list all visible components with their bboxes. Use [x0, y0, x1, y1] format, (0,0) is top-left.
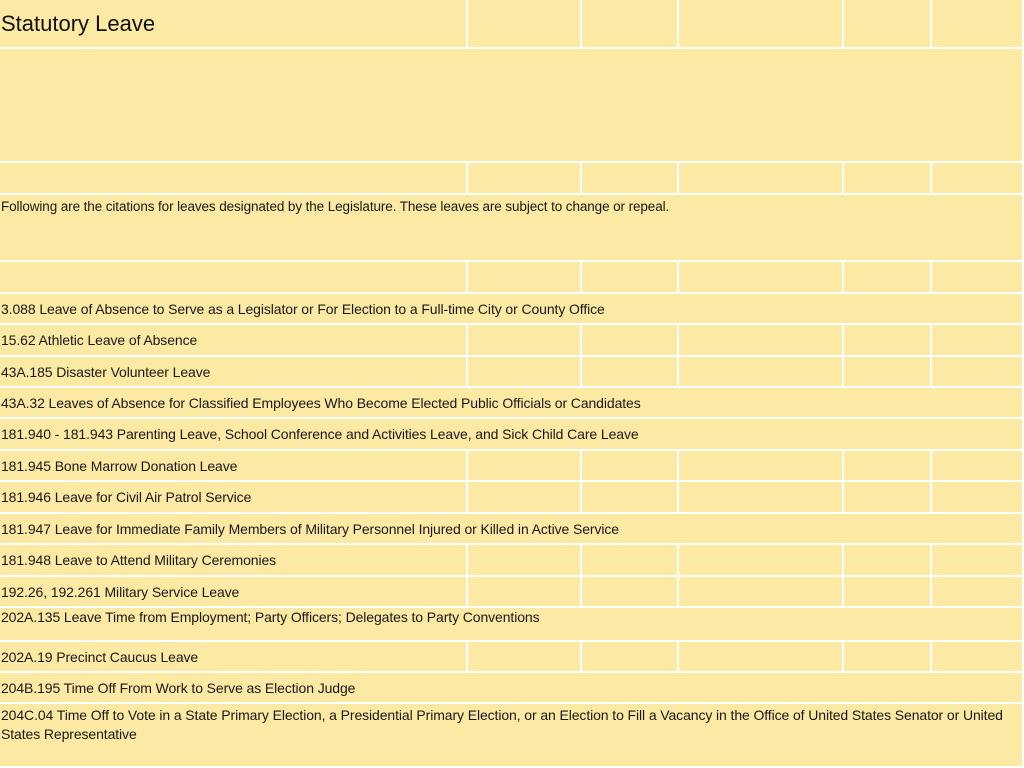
leave-row — [0, 451, 1024, 482]
grid-cell[interactable] — [0, 482, 468, 514]
grid-cell[interactable] — [582, 642, 679, 673]
grid-cell[interactable] — [582, 357, 679, 388]
grid-cell[interactable] — [468, 262, 582, 294]
grid-cell[interactable] — [932, 357, 1024, 388]
leave-row — [0, 294, 1024, 325]
grid-cell[interactable] — [679, 325, 844, 357]
leave-citation: 181.946 Leave for Civil Air Patrol Service — [1, 489, 252, 505]
grid-cell[interactable] — [582, 451, 679, 482]
grid-cell[interactable] — [0, 642, 468, 673]
grid-cell[interactable] — [844, 545, 932, 577]
grid-cell[interactable] — [844, 325, 932, 357]
grid-cell[interactable] — [679, 577, 844, 608]
grid-cell[interactable] — [468, 0, 582, 49]
grid-cell[interactable] — [582, 482, 679, 514]
grid-cell[interactable] — [0, 163, 468, 195]
grid-cell[interactable] — [0, 577, 468, 608]
grid-cell[interactable] — [932, 577, 1024, 608]
grid-cell[interactable] — [0, 195, 1024, 262]
grid-cell[interactable] — [0, 294, 1024, 325]
grid-cell[interactable] — [0, 325, 468, 357]
grid-cell[interactable] — [0, 49, 1024, 163]
leave-citation: 15.62 Athletic Leave of Absence — [1, 332, 198, 348]
leave-citation: 204C.04 Time Off to Vote in a State Primary Election, a Presidential Primary Election, or an Election to Fill a Vacancy in the Office of United States Senator or United States Representative — [1, 707, 1003, 742]
leave-row — [0, 673, 1024, 704]
leave-row — [0, 388, 1024, 419]
grid-cell[interactable] — [468, 163, 582, 195]
grid-cell[interactable] — [932, 163, 1024, 195]
leave-citation: 3.088 Leave of Absence to Serve as a Legislator or For Election to a Full-time City or County Office — [1, 300, 605, 317]
grid-cell[interactable] — [582, 0, 679, 49]
grid-cell[interactable] — [0, 608, 1024, 642]
leave-row — [0, 325, 1024, 357]
grid-cell[interactable] — [932, 451, 1024, 482]
grid-cell[interactable] — [582, 545, 679, 577]
grid-cell[interactable] — [932, 262, 1024, 294]
grid-cell[interactable] — [679, 642, 844, 673]
grid-cell[interactable] — [844, 642, 932, 673]
grid-cell[interactable] — [0, 0, 468, 49]
grid-cell[interactable] — [679, 0, 844, 49]
intro-row — [0, 195, 1024, 262]
grid-cell[interactable] — [844, 451, 932, 482]
grid-cell[interactable] — [0, 451, 468, 482]
grid-cell[interactable] — [0, 545, 468, 577]
sheet-title: Statutory Leave — [1, 10, 156, 36]
leave-row — [0, 704, 1024, 768]
grid-cell[interactable] — [932, 642, 1024, 673]
leave-row — [0, 357, 1024, 388]
grid-cell[interactable] — [582, 577, 679, 608]
leave-citation: 202A.19 Precinct Caucus Leave — [1, 648, 199, 665]
grid-cell[interactable] — [468, 545, 582, 577]
grid-cell[interactable] — [844, 262, 932, 294]
grid-cell[interactable] — [468, 325, 582, 357]
leave-row — [0, 545, 1024, 577]
grid-cell[interactable] — [0, 357, 468, 388]
grid-cell[interactable] — [679, 482, 844, 514]
empty-row — [0, 262, 1024, 294]
grid-cell[interactable] — [468, 451, 582, 482]
grid-cell[interactable] — [932, 0, 1024, 49]
leave-citation: 202A.135 Leave Time from Employment; Party Officers; Delegates to Party Conventions — [1, 609, 540, 625]
intro-text: Following are the citations for leaves designated by the Legislature. These leaves are subject to change or repeal. — [1, 199, 670, 214]
grid-cell[interactable] — [468, 357, 582, 388]
empty-row — [0, 163, 1024, 195]
grid-cell[interactable] — [679, 357, 844, 388]
grid-cell[interactable] — [0, 388, 1024, 419]
leave-citation: 181.945 Bone Marrow Donation Leave — [1, 457, 238, 474]
grid-cell[interactable] — [932, 545, 1024, 577]
leave-row — [0, 608, 1024, 642]
grid-cell[interactable] — [679, 163, 844, 195]
grid-cell[interactable] — [844, 0, 932, 49]
leave-citation: 43A.185 Disaster Volunteer Leave — [1, 363, 211, 380]
leave-row — [0, 419, 1024, 451]
grid-cell[interactable] — [679, 451, 844, 482]
grid-cell[interactable] — [0, 514, 1024, 545]
spacer-row — [0, 49, 1024, 163]
grid-cell[interactable] — [844, 357, 932, 388]
grid-cell[interactable] — [679, 262, 844, 294]
title-row — [0, 0, 1024, 49]
grid-cell[interactable] — [582, 163, 679, 195]
grid-cell[interactable] — [468, 577, 582, 608]
grid-cell[interactable] — [679, 545, 844, 577]
grid-cell[interactable] — [0, 419, 1024, 451]
grid-cell[interactable] — [468, 642, 582, 673]
grid-cell[interactable] — [582, 262, 679, 294]
leave-row — [0, 514, 1024, 545]
grid-cell[interactable] — [844, 163, 932, 195]
grid-cell[interactable] — [468, 482, 582, 514]
grid-cell[interactable] — [932, 325, 1024, 357]
leave-citation: 181.947 Leave for Immediate Family Members of Military Personnel Injured or Killed in Active Service — [1, 520, 619, 537]
leave-row — [0, 482, 1024, 514]
grid-cell[interactable] — [0, 262, 468, 294]
leave-citation: 192.26, 192.261 Military Service Leave — [1, 583, 240, 600]
grid-cell[interactable] — [844, 577, 932, 608]
leave-row — [0, 577, 1024, 608]
grid-cell[interactable] — [932, 482, 1024, 514]
leave-citation: 43A.32 Leaves of Absence for Classified Employees Who Become Elected Public Officials or Candidates — [1, 394, 641, 411]
grid-cell[interactable] — [0, 704, 1024, 768]
leave-citation: 204B.195 Time Off From Work to Serve as Election Judge — [1, 679, 356, 696]
grid-cell[interactable] — [582, 325, 679, 357]
leave-citation: 181.940 - 181.943 Parenting Leave, School Conference and Activities Leave, and Sick Child Care Leave — [1, 426, 639, 442]
leave-citation: 181.948 Leave to Attend Military Ceremonies — [1, 552, 277, 568]
grid-cell[interactable] — [844, 482, 932, 514]
leave-row — [0, 642, 1024, 673]
grid-cell[interactable] — [0, 673, 1024, 704]
